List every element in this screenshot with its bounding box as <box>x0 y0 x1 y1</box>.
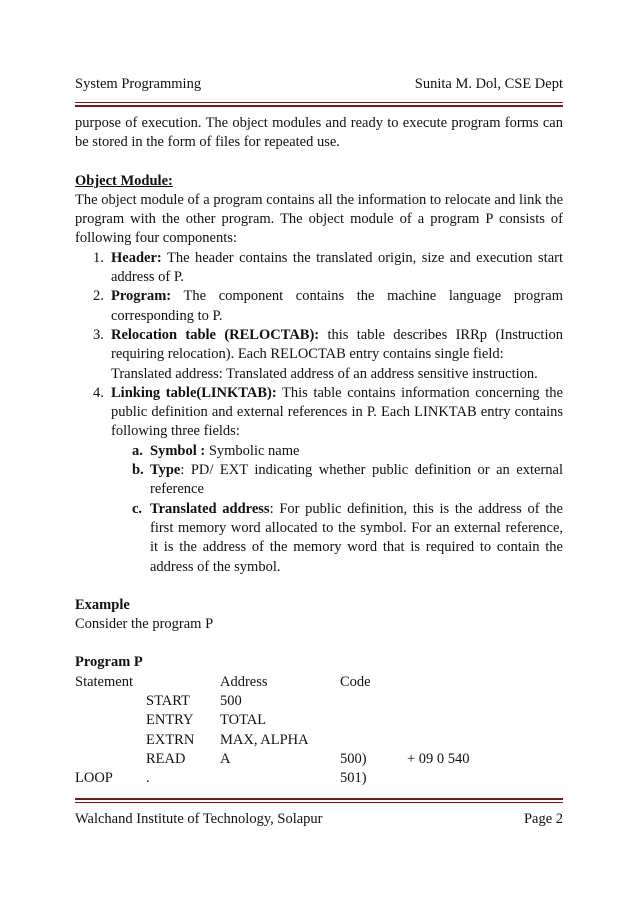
field-term: Translated address <box>150 500 270 517</box>
column-code: Code <box>340 673 371 690</box>
list-item: a. Symbol : Symbolic name <box>132 442 300 459</box>
program-row: READ A 500) + 09 0 540 <box>146 750 470 767</box>
field-text: : For public definition, this is the address of the first memory word allocated to the symbol. For an external reference, it is the address of the memory word that is required to contain the address of the symbol. <box>150 500 563 575</box>
page-header <box>75 76 563 96</box>
footer-page-number: Page 2 <box>523 811 563 827</box>
example-heading: Example <box>75 596 130 613</box>
object-module-heading: Object Module: <box>75 172 173 189</box>
field-text: : PD/ EXT indicating whether public definition or an external reference <box>150 462 563 498</box>
item-text: The component contains the machine language program corresponding to P. <box>111 288 563 324</box>
field-text: Symbolic name <box>205 442 300 459</box>
field-term: Type <box>150 462 181 479</box>
header-course-title: System Programming <box>75 76 202 92</box>
item-text: This table contains information concerning the public definition and external references in P. Each LINKTAB entry contains following three fields: <box>111 384 563 440</box>
list-item: b. Type: PD/ EXT indicating whether public definition or an external reference <box>132 462 563 498</box>
example-text: Consider the program P <box>75 616 214 633</box>
item-term: Relocation table (RELOCTAB): <box>111 326 320 343</box>
list-item: 1. Header: The header contains the translated origin, size and execution start address of P. <box>93 249 563 286</box>
item-term: Header: <box>111 249 162 266</box>
list-item: 3. Relocation table (RELOCTAB): this table describes IRRp (Instruction requiring relocation). Each RELOCTAB entry contains single field: <box>93 326 563 363</box>
list-item: c. Translated address: For public definition, this is the address of the first memory word allocated to the symbol. For an external reference, it is the address of the memory word that is required to contain the address of the symbol. <box>132 500 563 575</box>
program-column-headers <box>75 673 563 692</box>
object-module-text: The object module of a program contains all the information to relocate and link the program with the other program. The object module of a program P consists of following four components: <box>75 191 563 247</box>
item-extra-text: Translated address: Translated address of an address sensitive instruction. <box>111 365 538 382</box>
column-statement: Statement <box>75 673 133 690</box>
footer-institute: Walchand Institute of Technology, Solapur <box>75 811 323 827</box>
program-row: LOOP . 501) <box>75 770 367 787</box>
linktab-field-list <box>75 442 563 577</box>
component-list <box>75 249 563 577</box>
page-footer <box>75 811 563 831</box>
field-term: Symbol : <box>150 442 206 459</box>
item-term: Program: <box>111 288 172 305</box>
intro-paragraph: purpose of execution. The object modules and ready to execute program forms can be stored in the form of files for repeated use. <box>75 115 563 151</box>
program-row: ENTRY TOTAL <box>146 712 267 729</box>
header-author: Sunita M. Dol, CSE Dept <box>414 76 563 92</box>
list-item: 2. Program: The component contains the machine language program corresponding to P. <box>93 288 563 324</box>
item-text: The header contains the translated origin, size and execution start address of P. <box>111 249 563 286</box>
item-term: Linking table(LINKTAB): <box>111 384 277 401</box>
item-text: this table describes IRRp (Instruction requiring relocation). Each RELOCTAB entry contains single field: <box>111 326 563 363</box>
program-row: EXTRN MAX, ALPHA <box>146 731 309 748</box>
footer-rule <box>75 798 563 803</box>
page-body <box>75 114 563 789</box>
list-item: 4. Linking table(LINKTAB): This table contains information concerning the public definition and external references in P. Each LINKTAB entry contains following three fields: <box>93 384 563 440</box>
column-address: Address <box>220 673 268 690</box>
program-row: START 500 <box>146 693 242 710</box>
header-rule <box>75 102 563 107</box>
program-heading: Program P <box>75 654 143 671</box>
